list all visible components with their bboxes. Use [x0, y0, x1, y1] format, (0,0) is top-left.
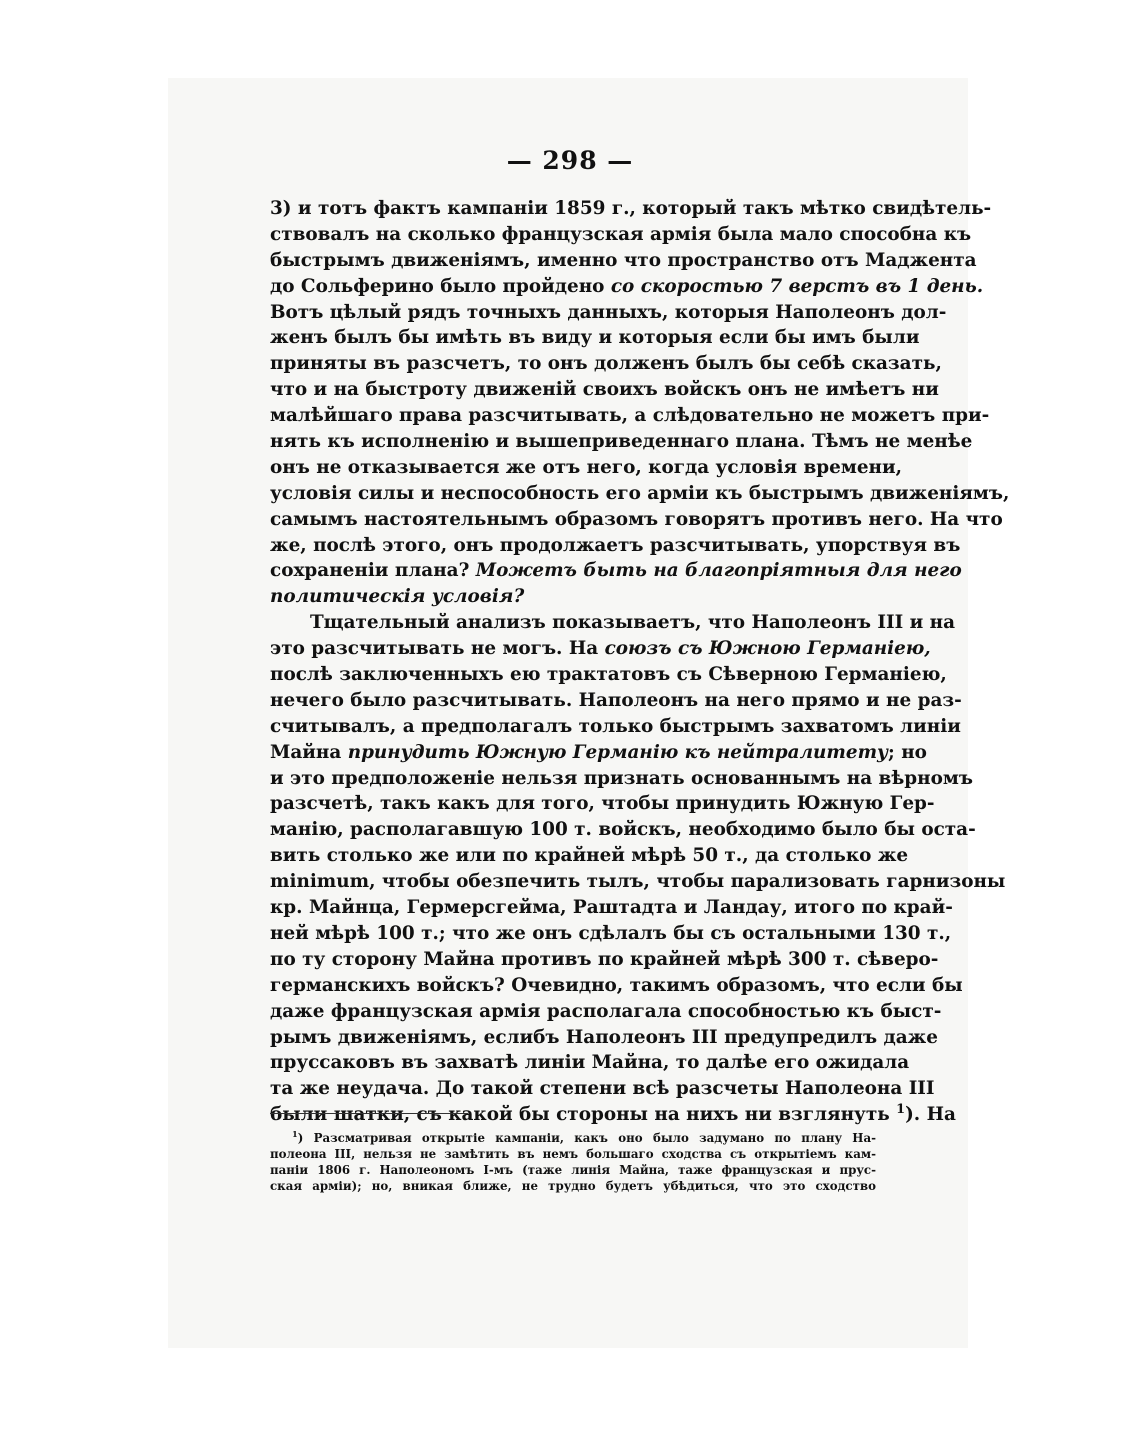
- italic-phrase: союзъ съ Южною Германіею,: [604, 638, 931, 660]
- footnote-block: [270, 1130, 876, 1194]
- text-line: быстрымъ движеніямъ, именно что пространство отъ Маджента: [270, 249, 977, 271]
- text-line: даже французская армія располагала способностью къ быст-: [270, 1000, 942, 1022]
- text-line: [270, 1102, 956, 1128]
- footnote-line: полеона III, нельзя не замѣтить въ немъ большаго сходства съ открытіемъ кам-: [270, 1147, 876, 1161]
- text-line: кр. Майнца, Гермерсгейма, Раштадта и Ландау, итого по край-: [270, 897, 953, 919]
- text-line: [270, 274, 984, 300]
- text-segment: были шатки, съ какой бы стороны на нихъ ни взглянуть: [270, 1104, 897, 1126]
- text-segment: до Сольферино было пройдено: [270, 275, 611, 297]
- text-line: пруссаковъ въ захватѣ линіи Майна, то далѣе его ожидала: [270, 1052, 910, 1074]
- text-line: по ту сторону Майна противъ по крайней мѣрѣ 300 т. сѣверо-: [270, 948, 939, 970]
- text-line: нечего было разсчитывать. Наполеонъ на него прямо и не раз-: [270, 689, 962, 711]
- text-line: [270, 636, 931, 662]
- footnote-line: [270, 1130, 876, 1146]
- text-line: германскихъ войскъ? Очевидно, такимъ образомъ, что если бы: [270, 974, 963, 996]
- footnote-marker: 1: [896, 1102, 906, 1118]
- text-line: условія силы и неспособность его арміи къ быстрымъ движеніямъ,: [270, 482, 1010, 504]
- text-line: нять къ исполненію и вышеприведеннаго плана. Тѣмъ не менѣе: [270, 431, 973, 453]
- text-line: minimum, чтобы обезпечить тылъ, чтобы парализовать гарнизоны: [270, 871, 1006, 893]
- italic-phrase: политическія условія?: [270, 586, 525, 608]
- text-line: ствовалъ на сколько французская армія была мало способна къ: [270, 223, 972, 245]
- text-line: ней мѣрѣ 100 т.; что же онъ сдѣлалъ бы съ остальными 130 т.,: [270, 922, 952, 944]
- text-line: что и на быстроту движеній своихъ войскъ онъ не имѣетъ ни: [270, 379, 939, 401]
- text-line: та же неудача. До такой степени всѣ разсчеты Наполеона III: [270, 1078, 935, 1100]
- footnote-number: 1: [292, 1129, 298, 1140]
- text-line: послѣ заключенныхъ ею трактатовъ съ Сѣверною Германіею,: [270, 664, 947, 686]
- text-line: считывалъ, а предполагалъ только быстрымъ захватомъ линіи: [270, 715, 961, 737]
- text-line: рымъ движеніямъ, еслибъ Наполеонъ III предупредилъ даже: [270, 1026, 938, 1048]
- text-segment: ) Разсматривая открытіе кампаніи, какъ оно было задумано по плану На-: [297, 1131, 876, 1145]
- text-line: [270, 584, 874, 610]
- text-line: [270, 558, 962, 584]
- text-line: женъ былъ бы имѣть въ виду и которыя если бы имъ были: [270, 327, 920, 349]
- text-line: и это предположеніе нельзя признать основаннымъ на вѣрномъ: [270, 767, 973, 789]
- paragraph-start-line: Тщательный анализъ показываетъ, что Наполеонъ III и на: [310, 612, 956, 634]
- text-line: самымъ настоятельнымъ образомъ говорятъ противъ него. На что: [270, 508, 1003, 530]
- text-line: вить столько же или по крайней мѣрѣ 50 т., да столько же: [270, 845, 909, 867]
- text-line: малѣйшаго права разсчитывать, а слѣдовательно не можетъ при-: [270, 405, 990, 427]
- text-segment: это разсчитывать не могъ. На: [270, 638, 605, 660]
- text-line: приняты въ разсчетъ, то онъ долженъ былъ бы себѣ сказать,: [270, 353, 942, 375]
- main-text: [270, 196, 1010, 1128]
- text-line: 3) и тотъ фактъ кампаніи 1859 г., который такъ мѣтко свидѣтель-: [270, 198, 992, 219]
- page-number: — 298 —: [506, 146, 634, 175]
- italic-phrase: Можетъ быть на благопріятныя для него: [475, 560, 962, 582]
- text-segment: ; но: [888, 741, 927, 763]
- text-line: онъ не отказывается же отъ него, когда условія времени,: [270, 456, 903, 478]
- text-line: Вотъ цѣлый рядъ точныхъ данныхъ, которыя Наполеонъ дол-: [270, 301, 947, 323]
- text-segment: Майна: [270, 741, 348, 763]
- text-line: же, послѣ этого, онъ продолжаетъ разсчитывать, упорствуя въ: [270, 534, 961, 556]
- text-line: разсчетѣ, такъ какъ для того, чтобы принудить Южную Гер-: [270, 793, 935, 815]
- italic-phrase: принудить Южную Германію къ нейтралитету: [347, 741, 889, 763]
- text-segment: сохраненіи плана?: [270, 560, 476, 582]
- text-segment: ). На: [905, 1104, 956, 1126]
- italic-phrase: со скоростью 7 верстъ въ 1 день.: [610, 275, 984, 297]
- footnote-line: паніи 1806 г. Наполеономъ I-мъ (таже линія Майна, таже французская и прус-: [270, 1163, 876, 1177]
- footnote-divider: [270, 1113, 468, 1114]
- footnote-line: ская арміи); но, вникая ближе, не трудно будетъ убѣдиться, что это сходство: [270, 1179, 876, 1193]
- text-line: манію, располагавшую 100 т. войскъ, необходимо было бы оста-: [270, 819, 976, 841]
- text-line: [270, 740, 927, 766]
